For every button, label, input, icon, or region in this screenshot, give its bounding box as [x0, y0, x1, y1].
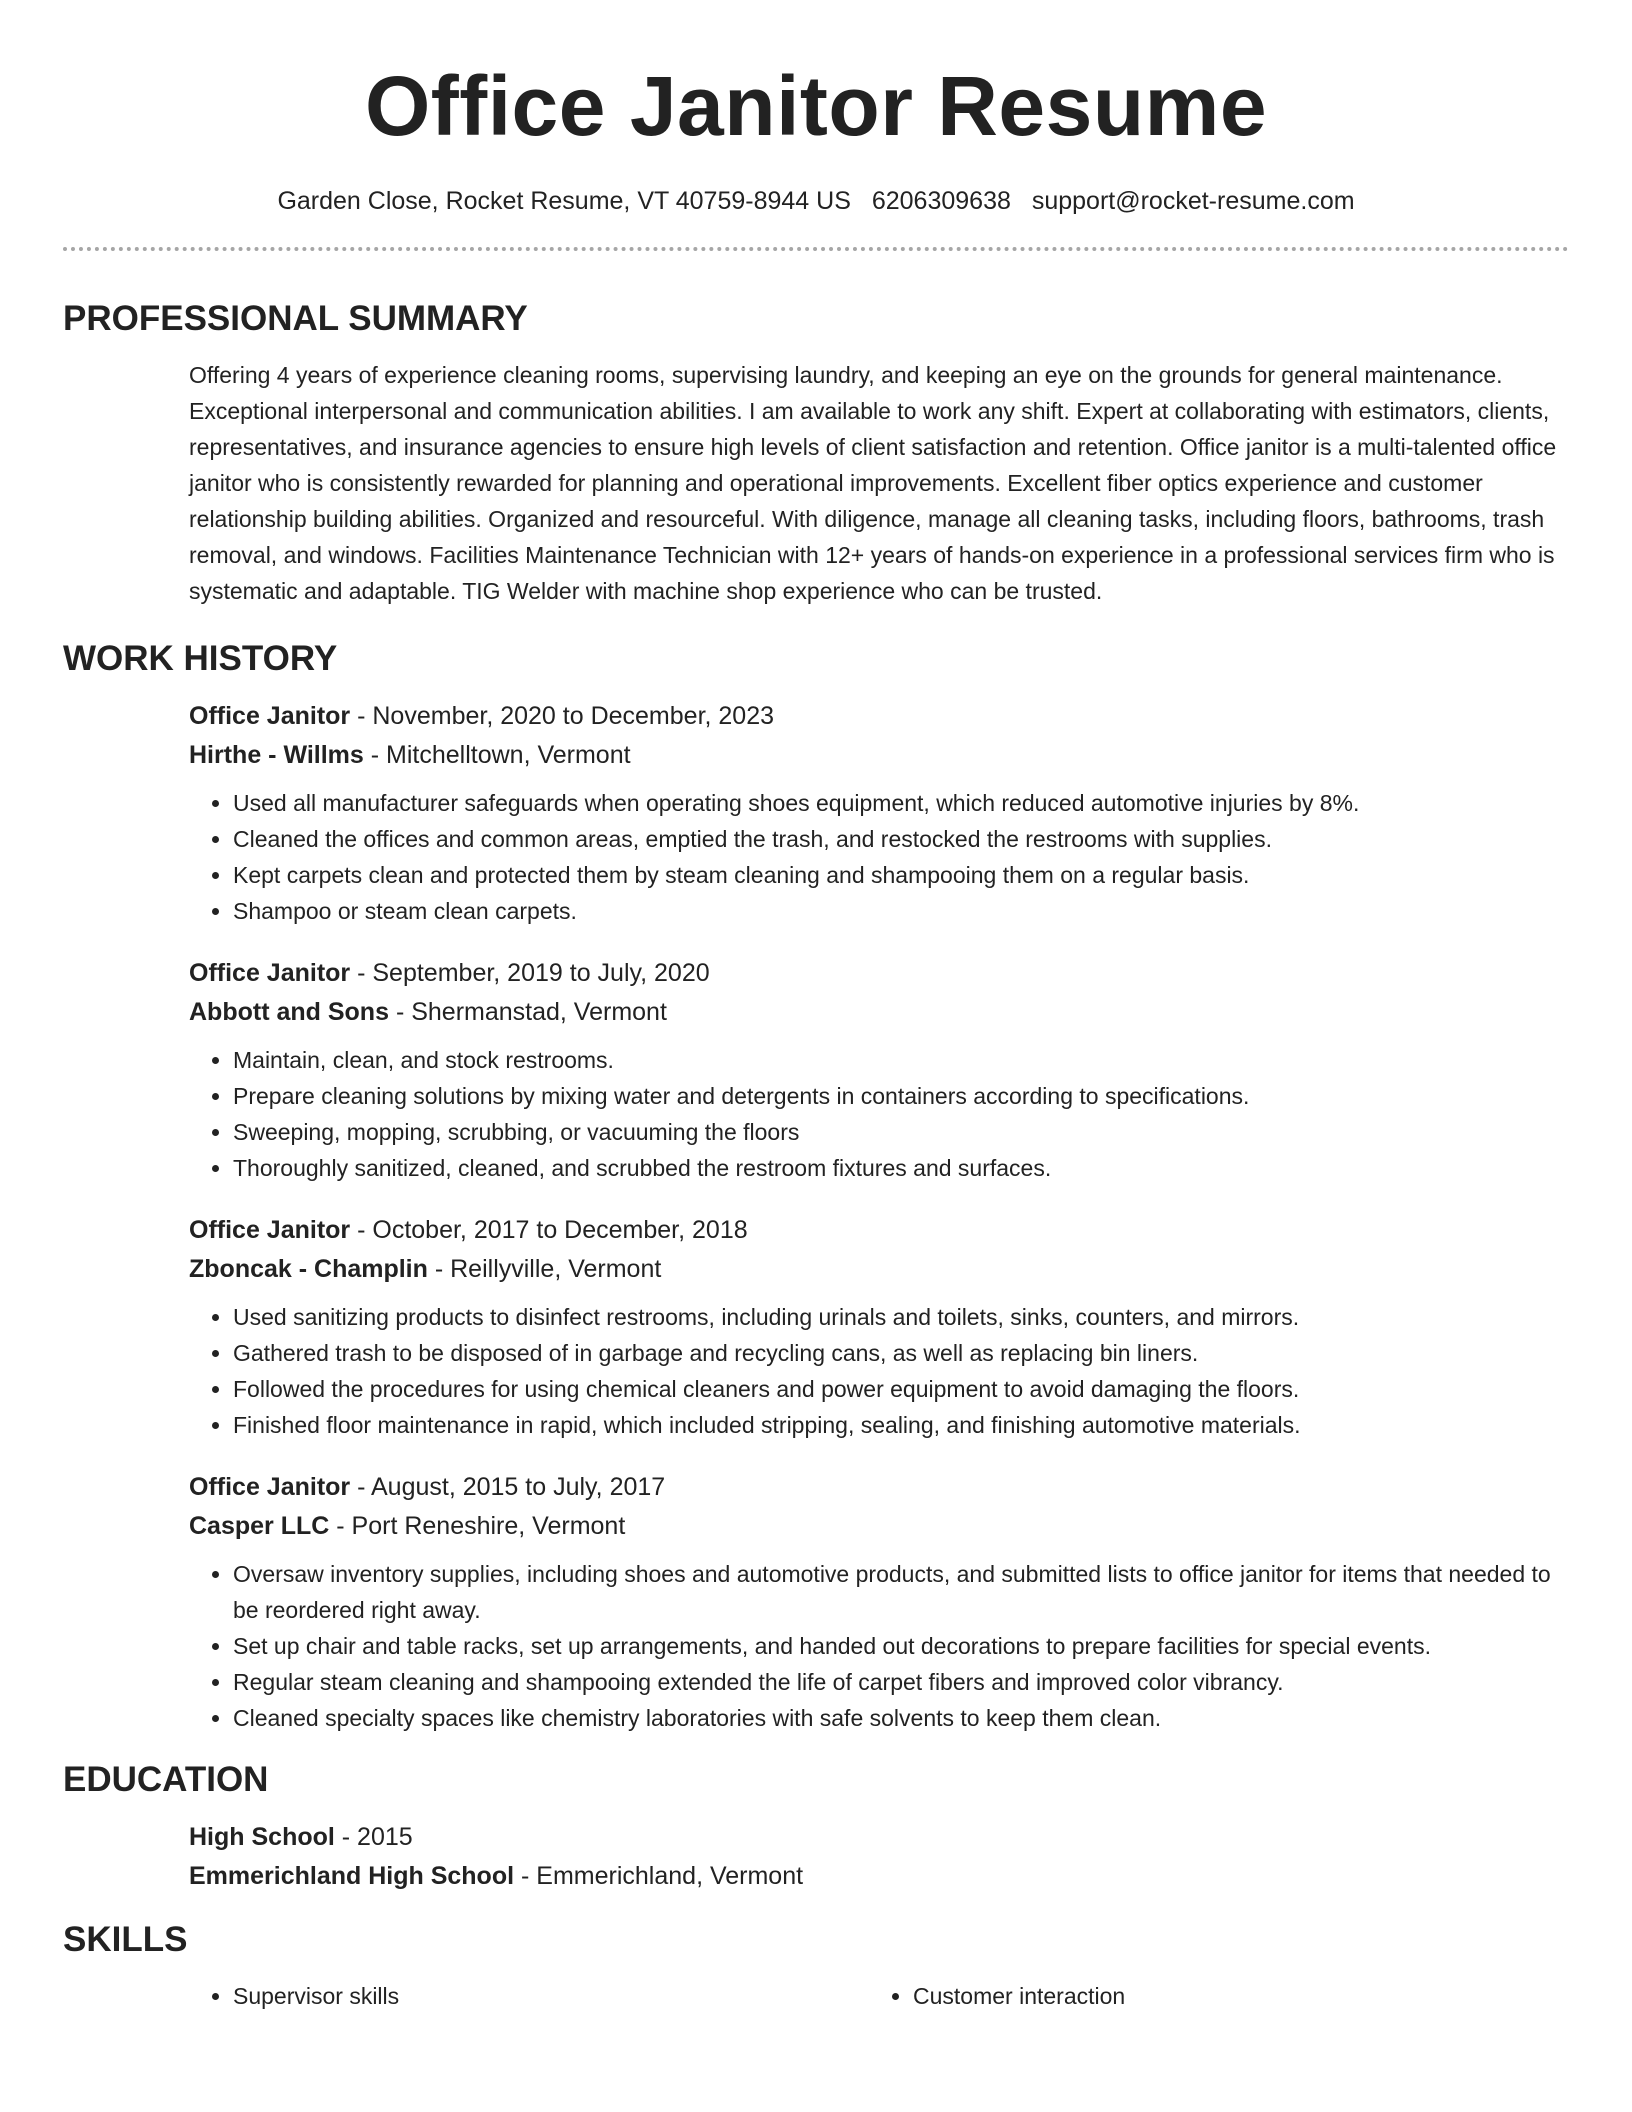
job-title-line — [189, 697, 1569, 736]
work-history-heading: WORK HISTORY — [63, 639, 338, 678]
job-title-line — [189, 1468, 1569, 1507]
skills-column-left — [189, 1978, 869, 2014]
job-location: - Port Reneshire, Vermont — [336, 1512, 626, 1540]
job-bullet: • Shampoo or steam clean carpets. — [233, 893, 1569, 929]
contact-phone: 6206309638 — [871, 187, 1011, 215]
skills-column-right — [869, 1978, 1549, 2014]
job-dates: - October, 2017 to December, 2018 — [357, 1216, 748, 1244]
job-bullet: • Prepare cleaning solutions by mixing water and detergents in containers according to specifications. — [233, 1078, 1569, 1114]
job-entry — [63, 697, 1569, 929]
job-bullet: • Sweeping, mopping, scrubbing, or vacuuming the floors — [233, 1114, 1569, 1150]
job-entry — [63, 954, 1569, 1186]
job-title-line — [189, 1211, 1569, 1250]
job-bullet: • Regular steam cleaning and shampooing extended the life of carpet fibers and improved color vibrancy. — [233, 1664, 1569, 1700]
header-divider — [63, 247, 1569, 251]
education-degree: High School — [189, 1823, 335, 1851]
job-bullets — [189, 785, 1569, 929]
job-title-line — [189, 954, 1569, 993]
job-entry — [63, 1211, 1569, 1443]
job-bullet: • Cleaned the offices and common areas, emptied the trash, and restocked the restrooms with supplies. — [233, 821, 1569, 857]
education-heading: EDUCATION — [63, 1760, 269, 1799]
job-bullet: • Cleaned specialty spaces like chemistry laboratories with safe solvents to keep them clean. — [233, 1700, 1569, 1736]
job-dates: - August, 2015 to July, 2017 — [357, 1473, 666, 1501]
summary-text: Offering 4 years of experience cleaning rooms, supervising laundry, and keeping an eye on the grounds for general maintenance. Exceptional interpersonal and communication abilities. I am available to work any shift. Expert at collaborating with estimators, clients, representatives, and insurance agencies to ensure high levels of client satisfaction and retention. Office janitor is a multi-talented office janitor who is consistently rewarded for planning and operational improvements. Excellent fiber optics experience and customer relationship building abilities. Organized and resourceful. With diligence, manage all cleaning tasks, including floors, bathrooms, trash removal, and windows. Facilities Maintenance Technician with 12+ years of hands-on experience in a professional services firm who is systematic and adaptable. TIG Welder with machine shop experience who can be trusted. — [189, 362, 1557, 604]
job-location: - Shermanstad, Vermont — [395, 998, 667, 1026]
job-company-line — [189, 1507, 1569, 1546]
education-entry — [63, 1818, 1569, 1896]
job-bullet: • Gathered trash to be disposed of in garbage and recycling cans, as well as replacing bin liners. — [233, 1335, 1569, 1371]
job-title: Office Janitor — [189, 1216, 351, 1244]
skill-item: • Supervisor skills — [233, 1978, 869, 2014]
contact-email: support@rocket-resume.com — [1031, 187, 1355, 215]
education-degree-line — [189, 1818, 1569, 1857]
job-bullet: • Used sanitizing products to disinfect restrooms, including urinals and toilets, sinks, counters, and mirrors. — [233, 1299, 1569, 1335]
job-company: Zboncak - Champlin — [189, 1255, 428, 1283]
contact-address: Garden Close, Rocket Resume, VT 40759-8944 US — [277, 187, 851, 215]
job-dates: - September, 2019 to July, 2020 — [357, 959, 710, 987]
job-bullet: • Set up chair and table racks, set up arrangements, and handed out decorations to prepare facilities for special events. — [233, 1628, 1569, 1664]
job-bullet: • Used all manufacturer safeguards when operating shoes equipment, which reduced automotive injuries by 8%. — [233, 785, 1569, 821]
job-bullet: • Kept carpets clean and protected them by steam cleaning and shampooing them on a regular basis. — [233, 857, 1569, 893]
job-title: Office Janitor — [189, 1473, 351, 1501]
education-school: Emmerichland High School — [189, 1862, 515, 1890]
job-company-line — [189, 993, 1569, 1032]
job-bullet: • Thoroughly sanitized, cleaned, and scrubbed the restroom fixtures and surfaces. — [233, 1150, 1569, 1186]
job-company: Casper LLC — [189, 1512, 330, 1540]
education-school-line — [189, 1857, 1569, 1896]
skills-list — [189, 1978, 1569, 2014]
job-bullet: • Finished floor maintenance in rapid, which included stripping, sealing, and finishing automotive materials. — [233, 1407, 1569, 1443]
skills-heading: SKILLS — [63, 1920, 188, 1959]
job-bullet: • Oversaw inventory supplies, including shoes and automotive products, and submitted lists to office janitor for items that needed to be reordered right away. — [233, 1556, 1569, 1628]
skill-item: • Customer interaction — [913, 1978, 1549, 2014]
job-location: - Mitchelltown, Vermont — [370, 741, 631, 769]
contact-line — [63, 184, 1569, 218]
education-year: - 2015 — [341, 1823, 413, 1851]
job-company: Hirthe - Willms — [189, 741, 364, 769]
job-bullet: • Followed the procedures for using chemical cleaners and power equipment to avoid damaging the floors. — [233, 1371, 1569, 1407]
job-bullet: • Maintain, clean, and stock restrooms. — [233, 1042, 1569, 1078]
job-bullets — [189, 1042, 1569, 1186]
job-dates: - November, 2020 to December, 2023 — [357, 702, 775, 730]
job-entry — [63, 1468, 1569, 1736]
job-company: Abbott and Sons — [189, 998, 389, 1026]
job-location: - Reillyville, Vermont — [434, 1255, 662, 1283]
job-company-line — [189, 1250, 1569, 1289]
job-bullets — [189, 1299, 1569, 1443]
job-title: Office Janitor — [189, 702, 351, 730]
education-location: - Emmerichland, Vermont — [521, 1862, 804, 1890]
job-bullets — [189, 1556, 1569, 1736]
summary-heading: PROFESSIONAL SUMMARY — [63, 299, 528, 338]
job-title: Office Janitor — [189, 959, 351, 987]
resume-title: Office Janitor Resume — [364, 59, 1268, 153]
job-company-line — [189, 736, 1569, 775]
